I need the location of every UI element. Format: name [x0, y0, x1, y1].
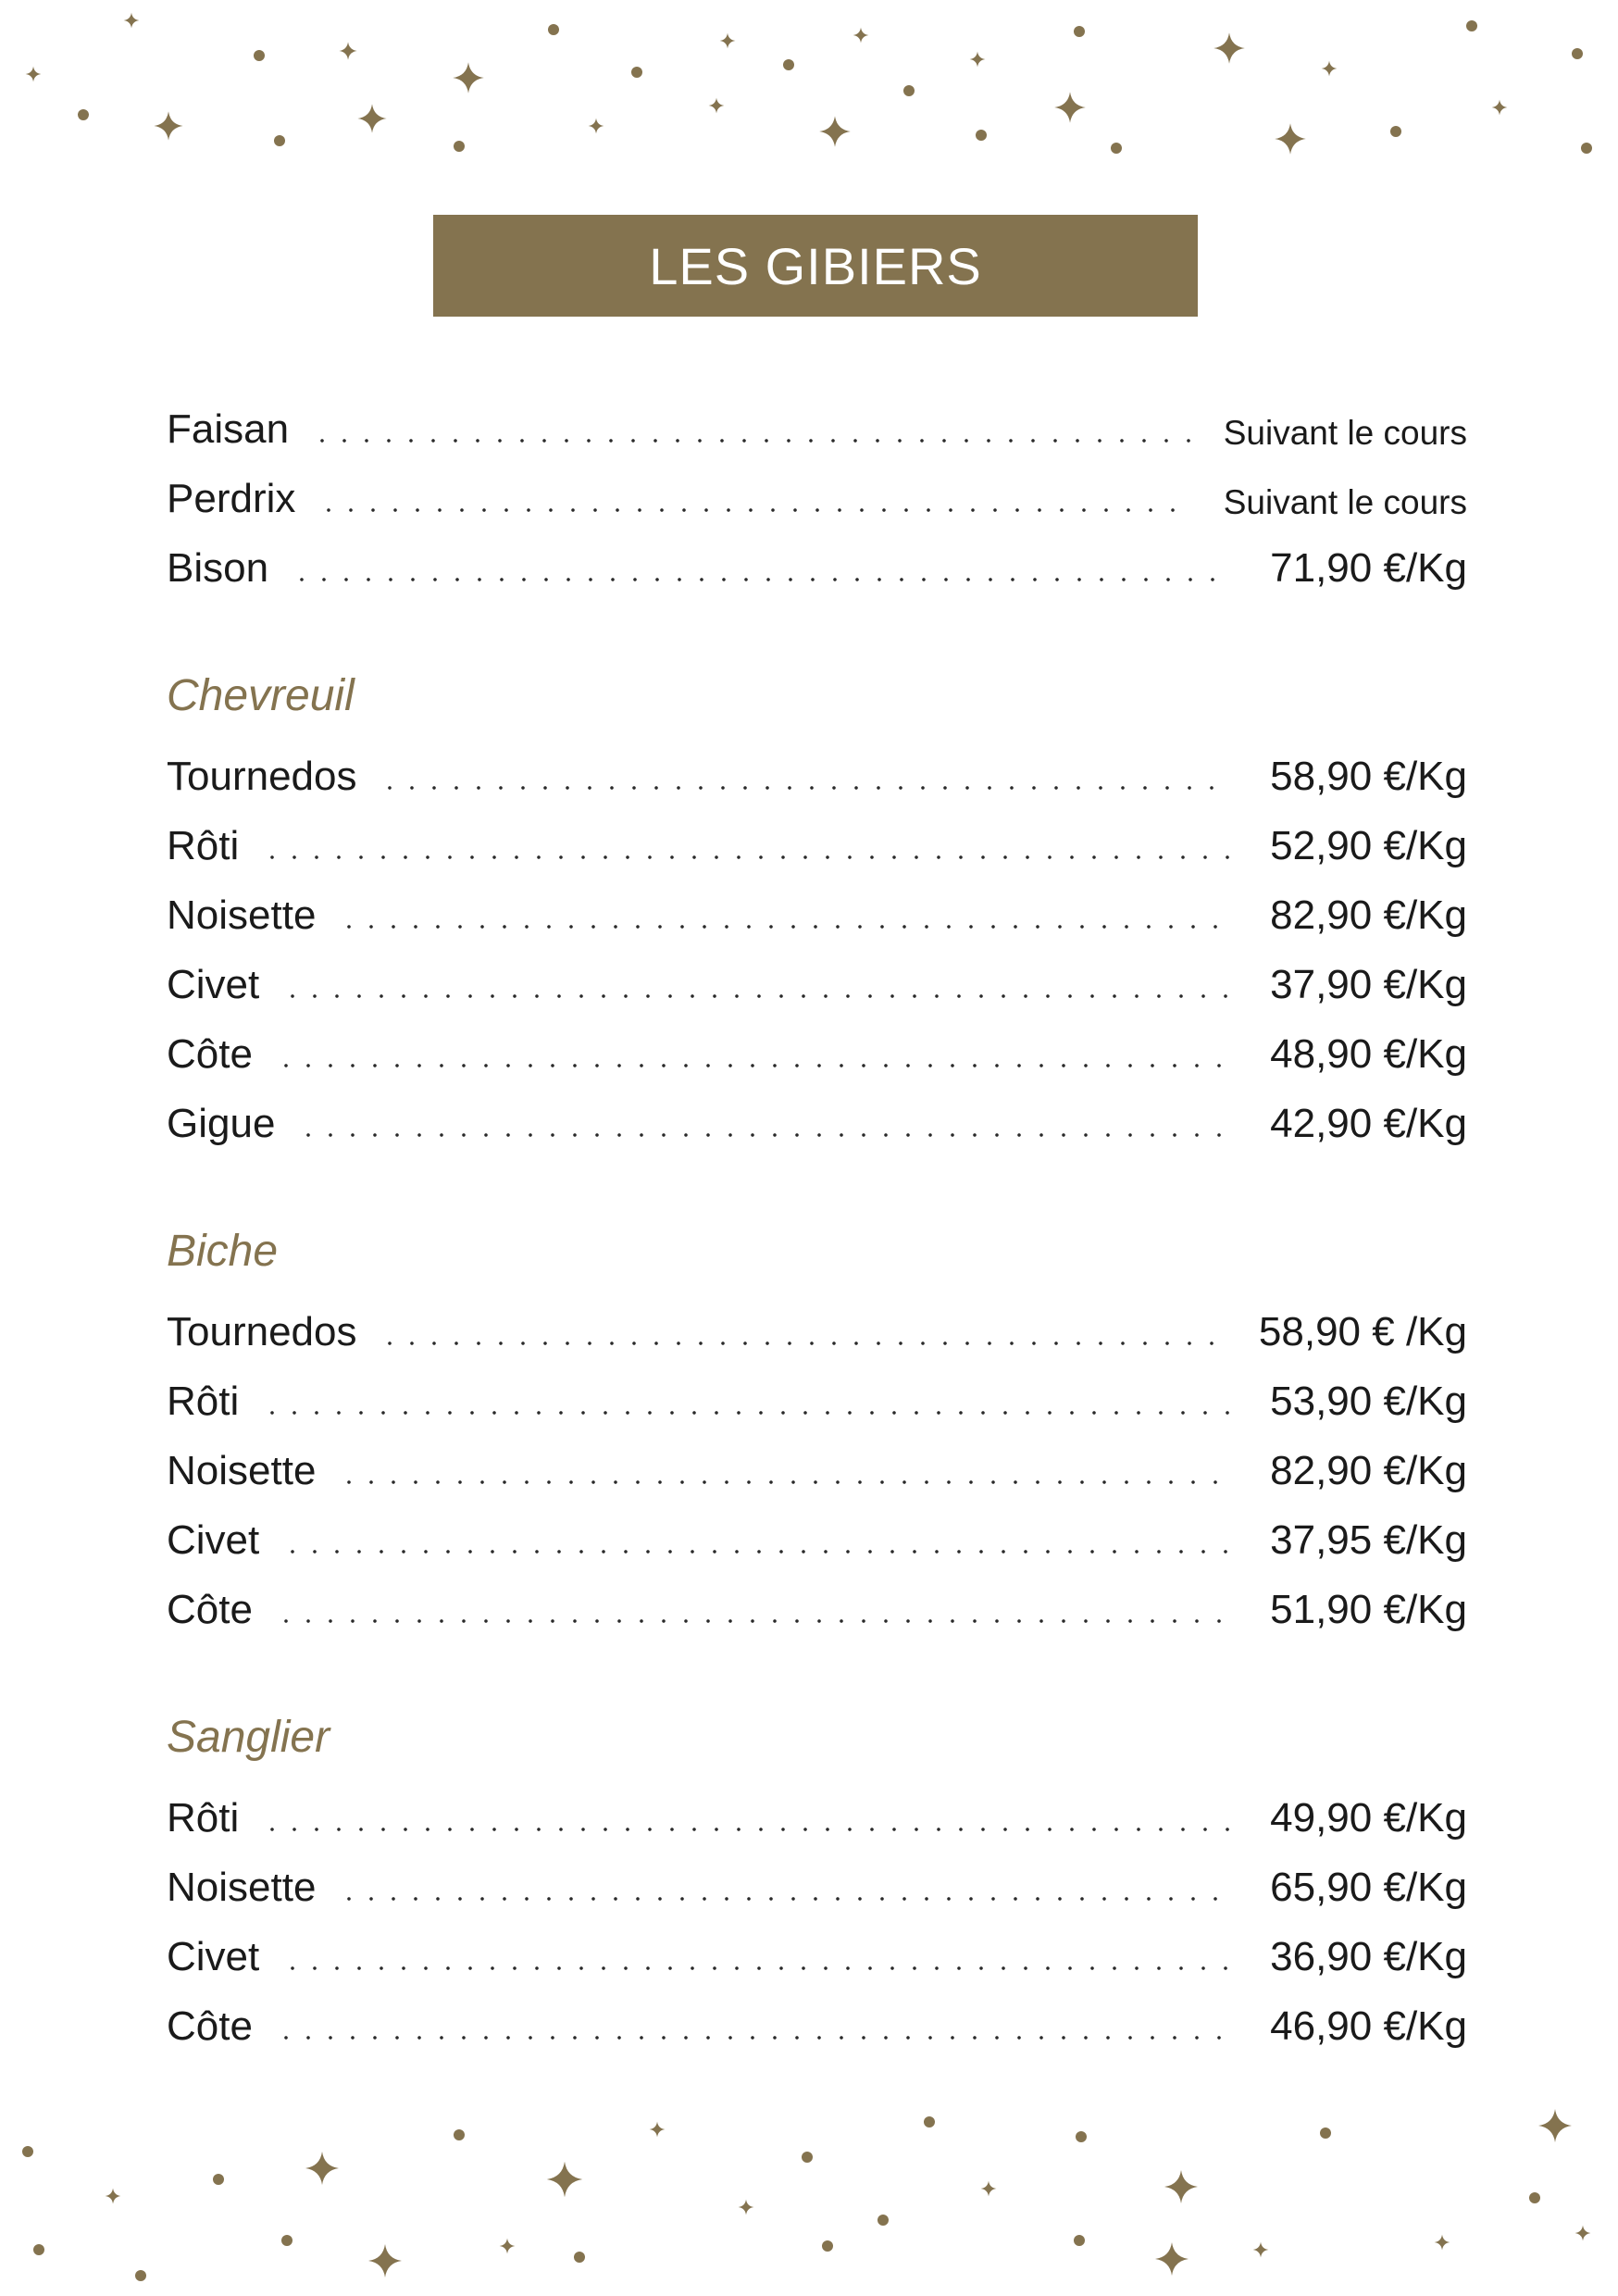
menu-item [167, 1366, 1467, 1422]
item-price: 37,90 €/Kg [1270, 962, 1467, 1007]
menu-item [167, 1436, 1467, 1491]
dot-leader [281, 1550, 1232, 1554]
menu-item [167, 394, 1467, 450]
dot-leader [338, 1897, 1232, 1901]
dot-leader [281, 994, 1232, 998]
item-name: Tournedos [167, 1309, 357, 1354]
item-name: Côte [167, 1587, 253, 1632]
menu-item [167, 1991, 1467, 2047]
menu-item [167, 1853, 1467, 1908]
menu-item [167, 742, 1467, 797]
item-name: Perdrix [167, 476, 296, 521]
item-name: Rôti [167, 1795, 240, 1841]
item-price: 48,90 €/Kg [1270, 1031, 1467, 1077]
item-price: 49,90 €/Kg [1270, 1795, 1467, 1841]
item-name: Rôti [167, 1379, 240, 1424]
section-title-chevreuil: Chevreuil [167, 671, 355, 720]
item-name: Côte [167, 1031, 253, 1077]
dot-leader [261, 1828, 1232, 1831]
item-price: 52,90 €/Kg [1270, 823, 1467, 868]
item-price: 37,95 €/Kg [1270, 1517, 1467, 1563]
stars-decoration-bottom [0, 2083, 1618, 2296]
item-name: Tournedos [167, 754, 357, 799]
menu-item [167, 1019, 1467, 1075]
item-price: 46,90 €/Kg [1270, 2003, 1467, 2049]
menu-item [167, 1575, 1467, 1630]
item-name: Côte [167, 2003, 253, 2049]
item-name: Civet [167, 1934, 260, 1979]
item-name: Noisette [167, 892, 317, 938]
dot-leader [275, 2036, 1232, 2040]
item-name: Faisan [167, 406, 290, 452]
dot-leader [338, 1480, 1232, 1484]
stars-decoration-top [0, 0, 1618, 167]
menu-item [167, 533, 1467, 589]
section-title-sanglier: Sanglier [167, 1713, 330, 1762]
item-price: 53,90 €/Kg [1270, 1379, 1467, 1424]
menu-item [167, 1505, 1467, 1561]
menu-item [167, 1783, 1467, 1839]
item-price: Suivant le cours [1223, 483, 1467, 521]
menu-item [167, 950, 1467, 1005]
item-price: 58,90 € /Kg [1258, 1309, 1467, 1354]
item-price: 58,90 €/Kg [1270, 754, 1467, 799]
dot-leader [317, 508, 1191, 512]
dot-leader [261, 1411, 1232, 1415]
dot-leader [311, 439, 1192, 443]
item-price: 65,90 €/Kg [1270, 1865, 1467, 1910]
item-price: 71,90 €/Kg [1270, 545, 1467, 591]
page-title: LES GIBIERS [433, 215, 1198, 317]
dot-leader [281, 1966, 1232, 1970]
item-price: 51,90 €/Kg [1270, 1587, 1467, 1632]
menu-item [167, 1297, 1467, 1353]
menu-item [167, 880, 1467, 936]
section-title-biche: Biche [167, 1227, 279, 1276]
dot-leader [291, 578, 1232, 581]
item-name: Noisette [167, 1448, 317, 1493]
item-name: Bison [167, 545, 269, 591]
menu-item [167, 1922, 1467, 1978]
dot-leader [297, 1133, 1232, 1137]
menu-item [167, 1089, 1467, 1144]
dot-leader [275, 1619, 1232, 1623]
item-name: Rôti [167, 823, 240, 868]
item-price: 82,90 €/Kg [1270, 892, 1467, 938]
dot-leader [379, 1341, 1226, 1345]
menu-item [167, 811, 1467, 867]
item-price: 82,90 €/Kg [1270, 1448, 1467, 1493]
item-name: Gigue [167, 1101, 276, 1146]
item-price: 36,90 €/Kg [1270, 1934, 1467, 1979]
item-price: 42,90 €/Kg [1270, 1101, 1467, 1146]
item-name: Civet [167, 1517, 260, 1563]
dot-leader [379, 786, 1232, 790]
menu-item [167, 464, 1467, 519]
dot-leader [261, 855, 1232, 859]
item-name: Civet [167, 962, 260, 1007]
item-price: Suivant le cours [1223, 414, 1467, 452]
item-name: Noisette [167, 1865, 317, 1910]
dot-leader [275, 1064, 1232, 1067]
dot-leader [338, 925, 1232, 929]
